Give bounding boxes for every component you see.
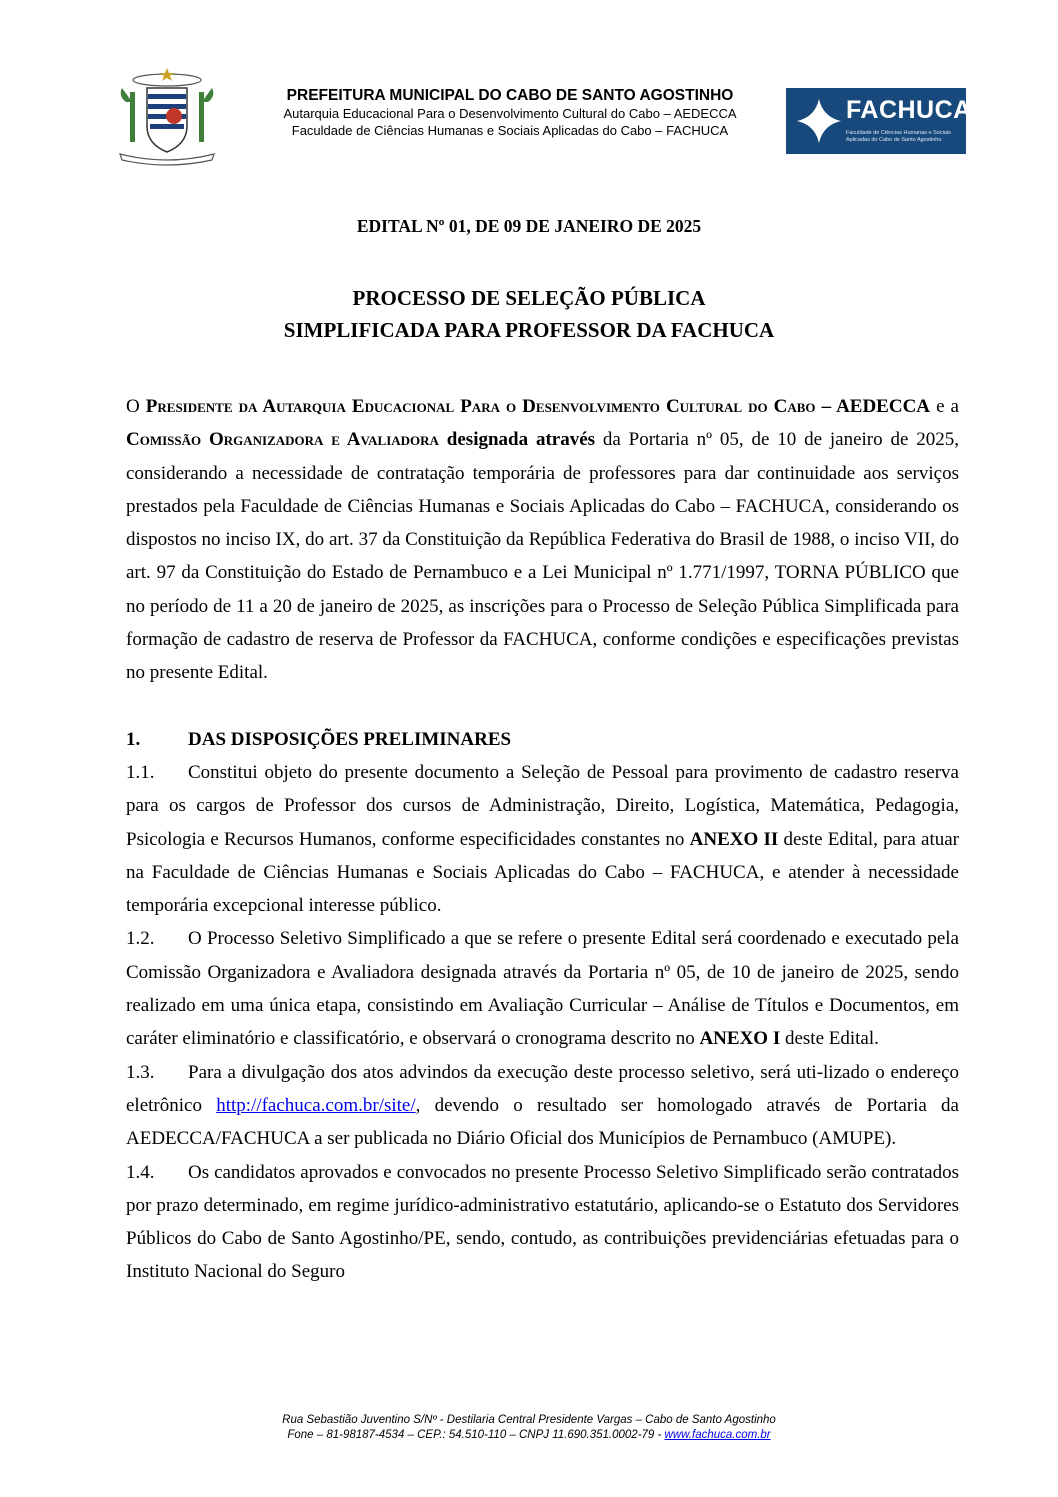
intro-paragraph	[126, 390, 959, 690]
clause-text: deste Edital.	[780, 1028, 879, 1050]
clause-number: 1.1.	[126, 761, 155, 783]
main-title	[0, 282, 1058, 346]
footer-contact	[0, 1428, 1058, 1443]
section-heading	[126, 723, 959, 756]
footer-contact-text: Fone – 81-98187-4534 – CEP.: 54.510-110 – CNPJ 11.690.351.0002-79 -	[287, 1429, 665, 1441]
main-title-line1: PROCESSO DE SELEÇÃO PÚBLICA	[352, 286, 706, 310]
footer-address: Rua Sebastião Juventino S/Nº - Destilaria Central Presidente Vargas – Cabo de Santo Agostinho	[282, 1414, 776, 1426]
clause-number: 1.4.	[126, 1161, 155, 1183]
footer-website-link[interactable]: www.fachuca.com.br	[664, 1429, 771, 1441]
fachuca-logo	[786, 88, 972, 154]
intro-commission: Comissão Organizadora e Avaliadora	[126, 429, 439, 451]
main-title-line2: SIMPLIFICADA PARA PROFESSOR DA FACHUCA	[283, 318, 775, 342]
star-emblem-icon	[794, 96, 844, 146]
clause-1-2	[126, 922, 959, 1055]
clause-1-1	[126, 756, 959, 922]
logo-wordmark: FACHUCA	[846, 96, 972, 124]
document-body	[126, 390, 959, 1289]
intro-president: Presidente da Autarquia Educacional Para o Desenvolvimento Cultural do Cabo – AEDECCA	[145, 396, 931, 417]
clause-text: Constitui objeto do presente documento a Seleção de Pessoal para provimento de cadastro reserva para os cargos de Professor dos cursos de Administração, Direito, Logística, Matemática, Pedagogia, Psicologia e Recursos Humanos, conforme especificidades constantes no	[126, 761, 959, 850]
annex-reference: ANEXO I	[699, 1028, 781, 1050]
clause-text: , devendo o resultado ser homologado através de Portaria da AEDECCA/FACHUCA a ser publicada no Diário Oficial dos Municípios de Pernambuco (AMUPE).	[126, 1094, 959, 1150]
intro-text: O	[126, 396, 146, 417]
clause-text: Os candidatos aprovados e convocados no presente Processo Seletivo Simplificado serão contratados por prazo determinado, em regime jurídico-administrativo estatutário, aplicando-se o Estatuto dos Servidores Públicos do Cabo de Santo Agostinho/PE, sendo, contudo, as contribuições previdenciárias efetuadas para o Instituto Nacional do Seguro	[126, 1161, 959, 1283]
annex-reference: ANEXO II	[689, 828, 779, 850]
intro-text: da Portaria nº 05, de 10 de janeiro de 2025, considerando a necessidade de contratação temporária de professores para dar continuidade aos serviços prestados pela Faculdade de Ciências Humanas e Sociais Aplicadas do Cabo – FACHUCA, considerando os dispostos no inciso IX, do art. 37 da Constituição da República Federativa do Brasil de 1988, o inciso VII, do art. 97 da Constituição do Estado de Pernambuco e a Lei Municipal nº 1.771/1997, TORNA PÚBLICO que no período de 11 a 20 de janeiro de 2025, as inscrições para o Processo de Seleção Pública Simplificada para formação de cadastro de reserva de Professor da FACHUCA, conforme condições e especificações previstas no presente Edital.	[126, 429, 959, 684]
page-footer	[0, 1413, 1058, 1443]
clause-text: Para a divulgação dos atos advindos da execução deste processo seletivo, será uti-lizado o endereço eletrônico	[126, 1061, 959, 1116]
clause-1-4	[126, 1156, 959, 1289]
section-title: DAS DISPOSIÇÕES PRELIMINARES	[188, 728, 512, 750]
prefeitura-name: PREFEITURA MUNICIPAL DO CABO DE SANTO AGOSTINHO	[286, 87, 734, 104]
autarquia-name: Autarquia Educacional Para o Desenvolvimento Cultural do Cabo – AEDECCA	[283, 106, 737, 121]
section-number: 1.	[126, 728, 141, 750]
site-link[interactable]: http://fachuca.com.br/site/	[216, 1094, 416, 1116]
clause-1-3	[126, 1056, 959, 1156]
municipal-crest-icon	[112, 66, 222, 166]
clause-number: 1.3.	[126, 1061, 155, 1083]
clause-number: 1.2.	[126, 928, 155, 950]
logo-subtitle: Faculdade de Ciências Humanas e Sociais Aplicadas do Cabo de Santo Agostinho	[846, 130, 951, 143]
clause-text: deste Edital, para atuar na Faculdade de Ciências Humanas e Sociais Aplicadas do Cabo – FACHUCA, e atender à necessidade temporária excepcional interesse público.	[126, 828, 959, 917]
page-header	[0, 0, 1058, 170]
faculdade-name: Faculdade de Ciências Humanas e Sociais Aplicadas do Cabo – FACHUCA	[291, 123, 729, 138]
institution-block	[230, 86, 790, 139]
clause-text: O Processo Seletivo Simplificado a que se refere o presente Edital será coordenado e executado pela Comissão Organizadora e Avaliadora designada através da Portaria nº 05, de 10 de janeiro de 2025, sendo realizado em uma única etapa, consistindo em Avaliação Curricular – Análise de Títulos e Documentos, em caráter eliminatório e classificatório, e observará o cronograma descrito no	[126, 928, 959, 1050]
intro-text: e a	[930, 396, 959, 417]
edital-title: EDITAL Nº 01, DE 09 DE JANEIRO DE 2025	[356, 216, 702, 236]
intro-designated: designada através	[438, 429, 596, 451]
